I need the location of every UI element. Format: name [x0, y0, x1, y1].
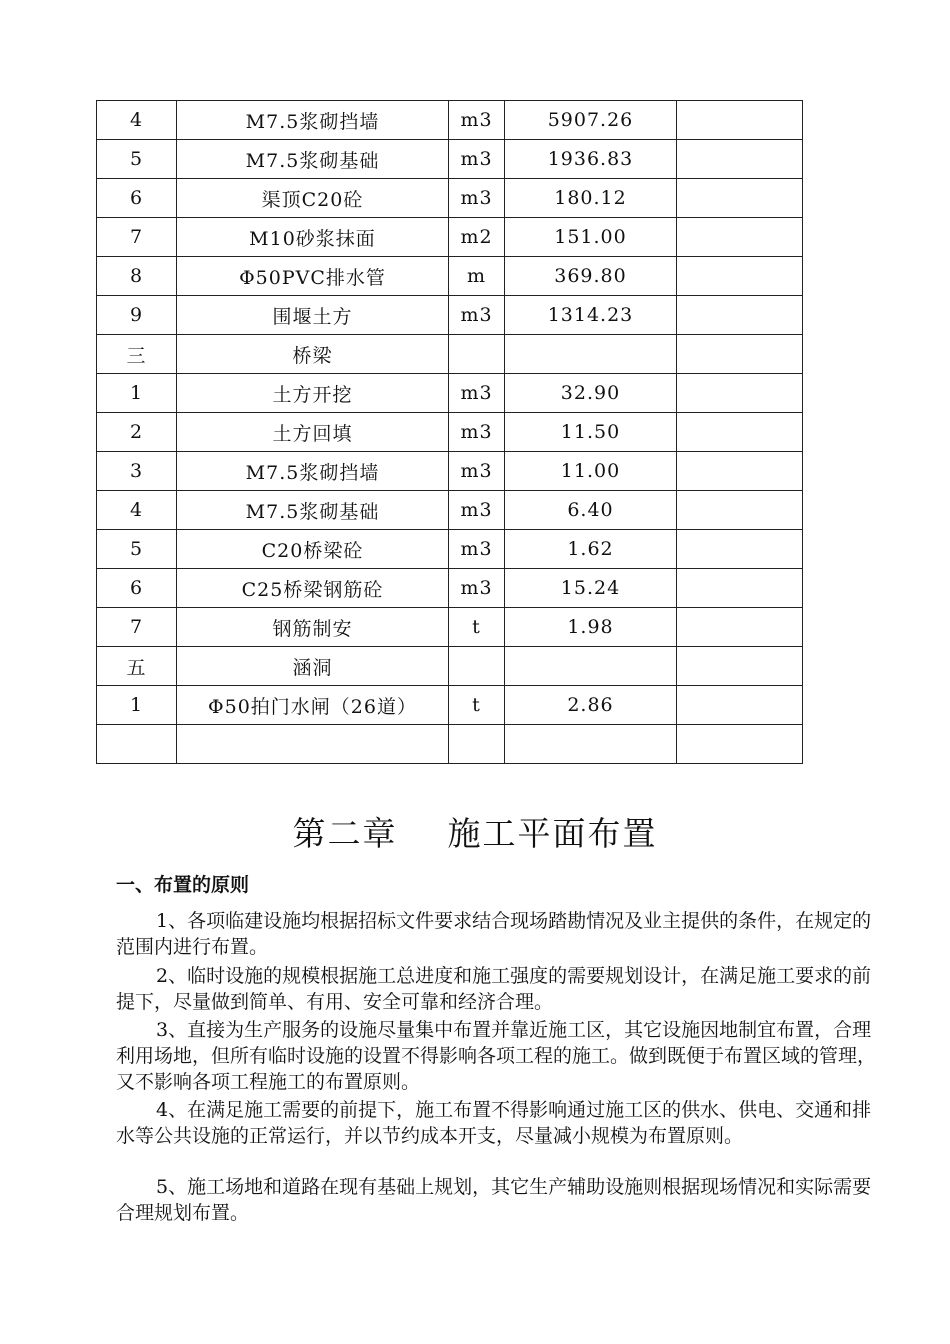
paragraph-4: 4、在满足施工需要的前提下，施工布置不得影响通过施工区的供水、供电、交通和排水等公共设施的正常运行，并以节约成本开支，尽量减小规模为布置原则。: [116, 1099, 872, 1147]
remark-cell: [677, 140, 803, 179]
unit-cell: m3: [449, 374, 505, 413]
item-number-cell: 7: [97, 608, 177, 647]
item-name-cell: 土方回填: [177, 413, 449, 452]
item-name-cell: Φ50PVC排水管: [177, 257, 449, 296]
table-row: [97, 257, 803, 296]
quantity-cell: 1.62: [505, 530, 677, 569]
quantity-cell: 5907.26: [505, 101, 677, 140]
table-row: [97, 218, 803, 257]
unit-cell: m3: [449, 179, 505, 218]
remark-cell: [677, 413, 803, 452]
remark-cell: [677, 179, 803, 218]
remark-cell: [677, 569, 803, 608]
item-number-cell: 5: [97, 530, 177, 569]
unit-cell: m3: [449, 452, 505, 491]
item-number-cell: 1: [97, 374, 177, 413]
quantity-cell: 15.24: [505, 569, 677, 608]
unit-cell: m3: [449, 569, 505, 608]
quantity-cell: 6.40: [505, 491, 677, 530]
table-row: [97, 725, 803, 764]
unit-cell: [449, 725, 505, 764]
quantity-cell: 32.90: [505, 374, 677, 413]
quantity-cell: 1314.23: [505, 296, 677, 335]
quantity-cell: 11.00: [505, 452, 677, 491]
quantity-cell: 1936.83: [505, 140, 677, 179]
unit-cell: m3: [449, 296, 505, 335]
remark-cell: [677, 491, 803, 530]
section-title: 一、布置的原则: [116, 874, 250, 896]
table-row: [97, 140, 803, 179]
unit-cell: m3: [449, 491, 505, 530]
item-number-cell: 9: [97, 296, 177, 335]
item-number-cell: 8: [97, 257, 177, 296]
unit-cell: m3: [449, 413, 505, 452]
item-name-cell: 涵洞: [177, 647, 449, 686]
item-name-cell: [177, 725, 449, 764]
unit-cell: m3: [449, 140, 505, 179]
quantity-table-body: [97, 101, 803, 764]
item-number-cell: 五: [97, 647, 177, 686]
item-name-cell: C25桥梁钢筋砼: [177, 569, 449, 608]
item-number-cell: 2: [97, 413, 177, 452]
item-number-cell: [97, 725, 177, 764]
unit-cell: m3: [449, 530, 505, 569]
quantity-table: [96, 100, 803, 764]
item-number-cell: 3: [97, 452, 177, 491]
paragraph-3: 3、直接为生产服务的设施尽量集中布置并靠近施工区，其它设施因地制宜布置，合理利用场地，但所有临时设施的设置不得影响各项工程的施工。做到既便于布置区域的管理，又不影响各项工程施工的布置原则。: [116, 1019, 877, 1093]
quantity-cell: 1.98: [505, 608, 677, 647]
item-number-cell: 6: [97, 569, 177, 608]
item-name-cell: 围堰土方: [177, 296, 449, 335]
quantity-cell: 151.00: [505, 218, 677, 257]
quantity-cell: [505, 725, 677, 764]
remark-cell: [677, 335, 803, 374]
table-row: [97, 608, 803, 647]
remark-cell: [677, 608, 803, 647]
item-number-cell: 4: [97, 491, 177, 530]
table-row: [97, 530, 803, 569]
item-name-cell: 土方开挖: [177, 374, 449, 413]
table-row: [97, 101, 803, 140]
table-row: [97, 647, 803, 686]
quantity-cell: 2.86: [505, 686, 677, 725]
unit-cell: [449, 335, 505, 374]
item-number-cell: 三: [97, 335, 177, 374]
table-row: [97, 335, 803, 374]
item-name-cell: 渠顶C20砼: [177, 179, 449, 218]
remark-cell: [677, 257, 803, 296]
item-name-cell: 桥梁: [177, 335, 449, 374]
item-number-cell: 4: [97, 101, 177, 140]
item-name-cell: M7.5浆砌基础: [177, 140, 449, 179]
item-number-cell: 5: [97, 140, 177, 179]
item-name-cell: M7.5浆砌挡墙: [177, 101, 449, 140]
remark-cell: [677, 218, 803, 257]
item-name-cell: C20桥梁砼: [177, 530, 449, 569]
remark-cell: [677, 374, 803, 413]
unit-cell: m: [449, 257, 505, 296]
unit-cell: m2: [449, 218, 505, 257]
chapter-title: 第二章 施工平面布置: [292, 814, 658, 853]
item-number-cell: 6: [97, 179, 177, 218]
table-row: [97, 686, 803, 725]
remark-cell: [677, 101, 803, 140]
item-name-cell: M10砂浆抹面: [177, 218, 449, 257]
unit-cell: t: [449, 608, 505, 647]
table-row: [97, 413, 803, 452]
paragraph-1: 1、各项临建设施均根据招标文件要求结合现场踏勘情况及业主提供的条件，在规定的范围内进行布置。: [116, 910, 872, 958]
table-row: [97, 569, 803, 608]
unit-cell: m3: [449, 101, 505, 140]
unit-cell: t: [449, 686, 505, 725]
item-name-cell: M7.5浆砌挡墙: [177, 452, 449, 491]
item-number-cell: 7: [97, 218, 177, 257]
table-row: [97, 491, 803, 530]
quantity-cell: 11.50: [505, 413, 677, 452]
quantity-cell: [505, 647, 677, 686]
item-name-cell: 钢筋制安: [177, 608, 449, 647]
remark-cell: [677, 647, 803, 686]
item-name-cell: M7.5浆砌基础: [177, 491, 449, 530]
paragraph-2: 2、临时设施的规模根据施工总进度和施工强度的需要规划设计，在满足施工要求的前提下，尽量做到简单、有用、安全可靠和经济合理。: [116, 965, 872, 1013]
table-row: [97, 374, 803, 413]
remark-cell: [677, 452, 803, 491]
paragraph-5: 5、施工场地和道路在现有基础上规划，其它生产辅助设施则根据现场情况和实际需要合理规划布置。: [116, 1176, 872, 1224]
quantity-cell: [505, 335, 677, 374]
remark-cell: [677, 530, 803, 569]
table-row: [97, 179, 803, 218]
table-row: [97, 452, 803, 491]
remark-cell: [677, 725, 803, 764]
item-name-cell: Φ50拍门水闸（26道）: [177, 686, 449, 725]
table-row: [97, 296, 803, 335]
remark-cell: [677, 686, 803, 725]
item-number-cell: 1: [97, 686, 177, 725]
quantity-cell: 369.80: [505, 257, 677, 296]
remark-cell: [677, 296, 803, 335]
unit-cell: [449, 647, 505, 686]
quantity-cell: 180.12: [505, 179, 677, 218]
